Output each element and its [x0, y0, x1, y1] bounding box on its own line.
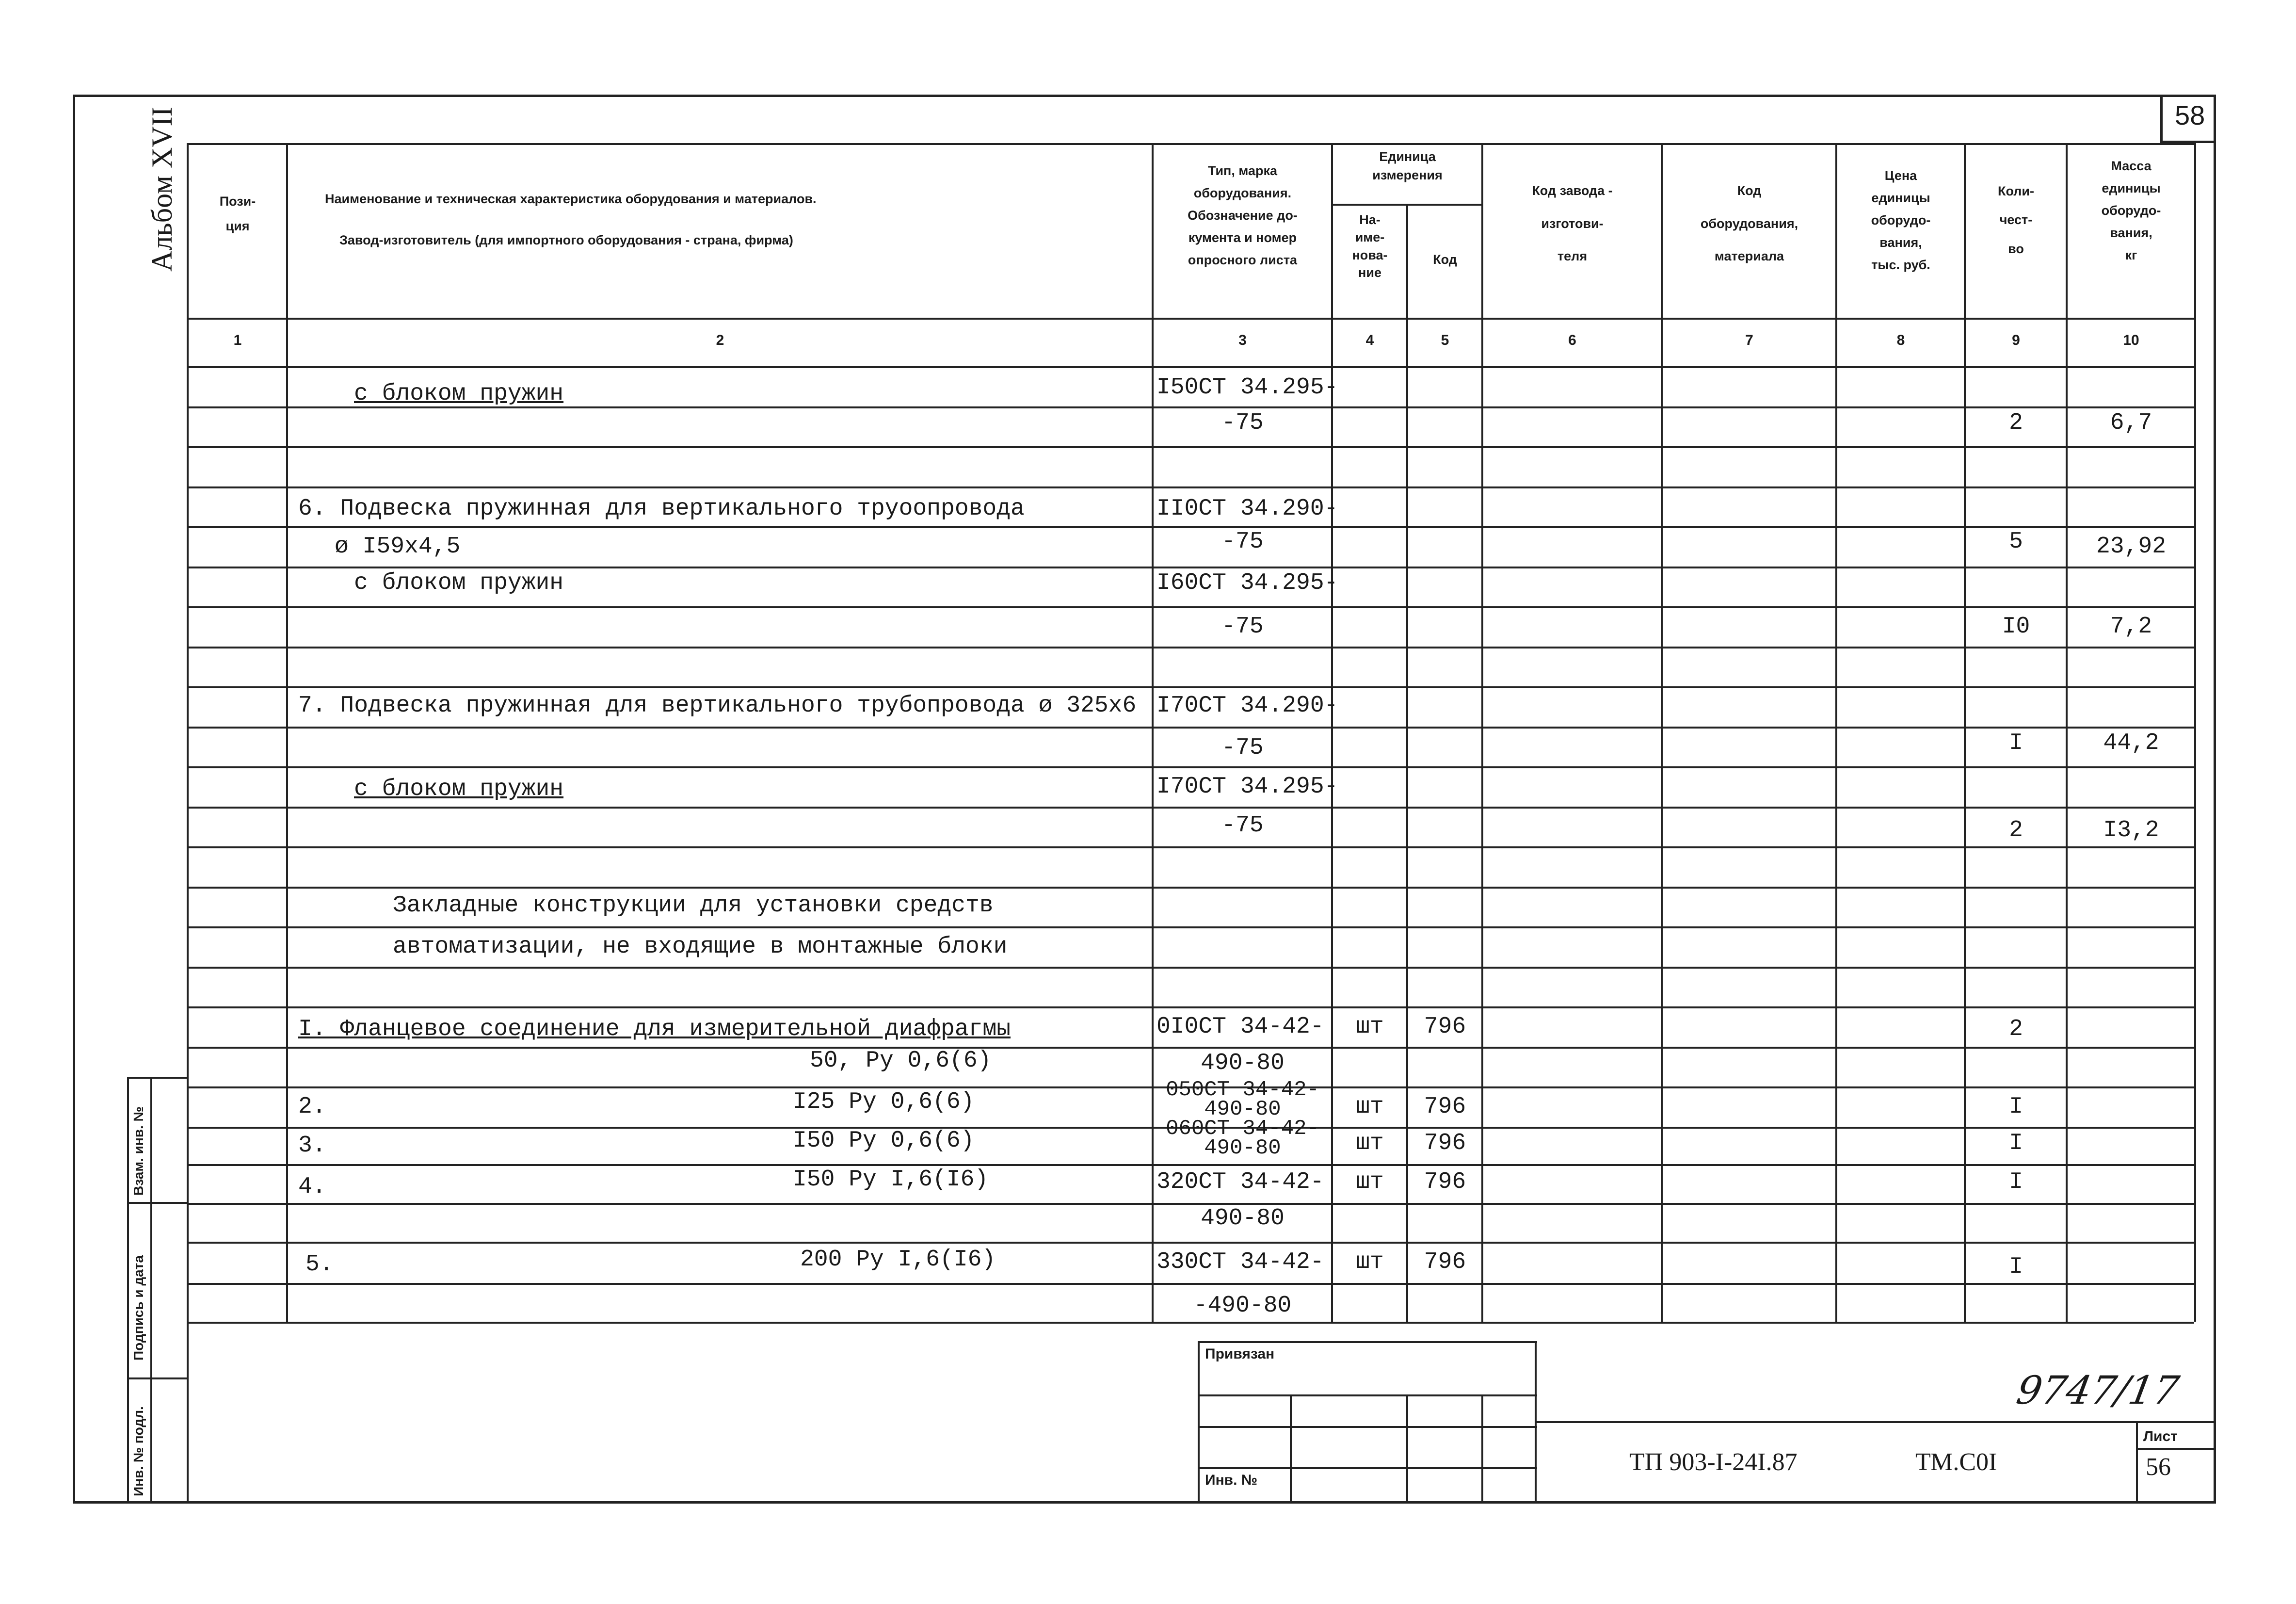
row-qty: 5	[2009, 529, 2023, 555]
row-name: I50 Ру I,6(I6)	[793, 1167, 989, 1193]
row-code: 796	[1424, 1094, 1466, 1120]
row-mass: 23,92	[2096, 534, 2167, 560]
header-col8: Цена единицы оборудо- вания, тыс. руб.	[1871, 168, 1931, 272]
row-type: I50СТ 34.295-	[1156, 374, 1338, 401]
header-col7: Код оборудования, материала	[1700, 183, 1798, 263]
row-type: II0СТ 34.290-	[1156, 496, 1338, 522]
row-type: -75	[1221, 735, 1264, 761]
row-type: 330СТ 34-42-	[1156, 1249, 1324, 1275]
row-name: I25 Ру 0,6(6)	[793, 1089, 975, 1115]
header-col9: Коли- чест- во	[1997, 184, 2035, 256]
row-qty: I	[2009, 1130, 2023, 1156]
album-label: Альбом XVII	[146, 107, 178, 272]
col-number-4: 4	[1365, 332, 1374, 348]
row-qty: 2	[2009, 410, 2023, 436]
handwritten-number: 9747/17	[2013, 1368, 2183, 1413]
row-type: -75	[1221, 529, 1264, 555]
row-name: 6. Подвеска пружинная для вертикального труоопровода	[298, 496, 1025, 522]
header-col2-line2: Завод-изготовитель (для импортного оборудования - страна, фирма)	[339, 233, 793, 247]
section-heading-line2: автоматизации, не входящие в монтажные блоки	[393, 934, 1008, 960]
row-unit: шт	[1356, 1094, 1384, 1120]
row-type: I70СТ 34.295-	[1156, 774, 1338, 800]
col-number-8: 8	[1896, 332, 1905, 348]
row-pos: 5.	[305, 1251, 334, 1278]
document-mark: ТМ.С0I	[1915, 1448, 1997, 1476]
row-pos: 2.	[298, 1094, 326, 1120]
row-type: 0I0СТ 34-42-	[1156, 1014, 1324, 1040]
row-type: -75	[1221, 812, 1264, 839]
row-unit: шт	[1356, 1169, 1384, 1195]
side-label-inv: Инв. № подл.	[131, 1406, 146, 1496]
col-number-2: 2	[716, 332, 724, 348]
header-col45-group: Единица измерения	[1372, 149, 1443, 182]
col-number-3: 3	[1238, 332, 1247, 348]
row-name: с блоком пружин	[354, 570, 564, 596]
privyazan-label: Привязан	[1205, 1346, 1275, 1362]
col-number-6: 6	[1568, 332, 1576, 348]
header-col1: Пози- ция	[219, 194, 256, 234]
row-name: I. Фланцевое соединение для измерительной диафрагмы	[298, 1016, 1011, 1042]
row-mass: I3,2	[2103, 817, 2159, 843]
header-col5: Код	[1433, 252, 1457, 267]
row-qty: I	[2009, 1169, 2023, 1195]
row-mass: 6,7	[2110, 410, 2152, 436]
row-type: 060СТ 34-42- 490-80	[1166, 1117, 1319, 1160]
col-number-1: 1	[233, 332, 242, 348]
row-qty: I0	[2002, 614, 2030, 640]
row-unit: шт	[1356, 1249, 1384, 1275]
section-heading-line1: Закладные конструкции для установки средств	[393, 892, 994, 919]
col-number-7: 7	[1745, 332, 1753, 348]
row-unit: шт	[1356, 1014, 1384, 1040]
row-type: I70СТ 34.290-	[1156, 693, 1338, 719]
row-name: 7. Подвеска пружинная для вертикального трубопровода ø 325х6	[298, 693, 1137, 719]
row-code: 796	[1424, 1169, 1466, 1195]
inv-no-label: Инв. №	[1205, 1472, 1258, 1488]
header-col10: Масса единицы оборудо- вания, кг	[2101, 159, 2161, 262]
row-unit: шт	[1356, 1130, 1384, 1156]
row-type: -75	[1221, 410, 1264, 436]
row-qty: I	[2009, 1094, 2023, 1120]
header-col3: Тип, марка оборудования. Обозначение до- кумента и номер опросного листа	[1188, 163, 1298, 267]
row-code: 796	[1424, 1014, 1466, 1040]
row-pos: 4.	[298, 1174, 326, 1200]
col-number-5: 5	[1441, 332, 1449, 348]
header-col2-line1: Наименование и техническая характеристика оборудования и материалов.	[325, 192, 817, 206]
row-name: 50, Ру 0,6(6)	[810, 1048, 992, 1074]
row-qty: 2	[2009, 1016, 2023, 1042]
sheet-number: 58	[2175, 100, 2205, 130]
row-qty: I	[2009, 1254, 2023, 1280]
row-type: 320СТ 34-42-	[1156, 1169, 1324, 1195]
row-name: ø I59х4,5	[335, 534, 461, 560]
row-qty: 2	[2009, 817, 2023, 843]
row-qty: I	[2009, 730, 2023, 756]
row-type: 050СТ 34-42- 490-80	[1166, 1078, 1319, 1121]
row-name: I50 Ру 0,6(6)	[793, 1128, 975, 1154]
header-col6: Код завода - изготови- теля	[1532, 183, 1613, 263]
row-mass: 44,2	[2103, 730, 2159, 756]
row-name: 200 Ру I,6(I6)	[800, 1247, 996, 1273]
row-pos: 3.	[298, 1133, 326, 1159]
col-number-10: 10	[2123, 332, 2139, 348]
side-label-podpis: Подпись и дата	[131, 1255, 146, 1361]
row-code: 796	[1424, 1130, 1466, 1156]
document-code: ТП 903-I-24I.87	[1629, 1448, 1798, 1476]
row-name: с блоком пружин	[354, 381, 564, 407]
row-type: 490-80	[1201, 1050, 1284, 1076]
list-label: Лист	[2143, 1428, 2178, 1444]
side-label-vzam: Взам. инв. №	[131, 1106, 146, 1196]
col-number-9: 9	[2012, 332, 2020, 348]
row-type: I60СТ 34.295-	[1156, 570, 1338, 596]
list-number: 56	[2146, 1453, 2171, 1481]
row-code: 796	[1424, 1249, 1466, 1275]
row-name: с блоком пружин	[354, 776, 564, 802]
row-type: -75	[1221, 614, 1264, 640]
row-type: -490-80	[1193, 1293, 1292, 1319]
header-col4: На- име- нова- ние	[1352, 212, 1388, 280]
row-type: 490-80	[1201, 1205, 1284, 1231]
row-mass: 7,2	[2110, 614, 2152, 640]
